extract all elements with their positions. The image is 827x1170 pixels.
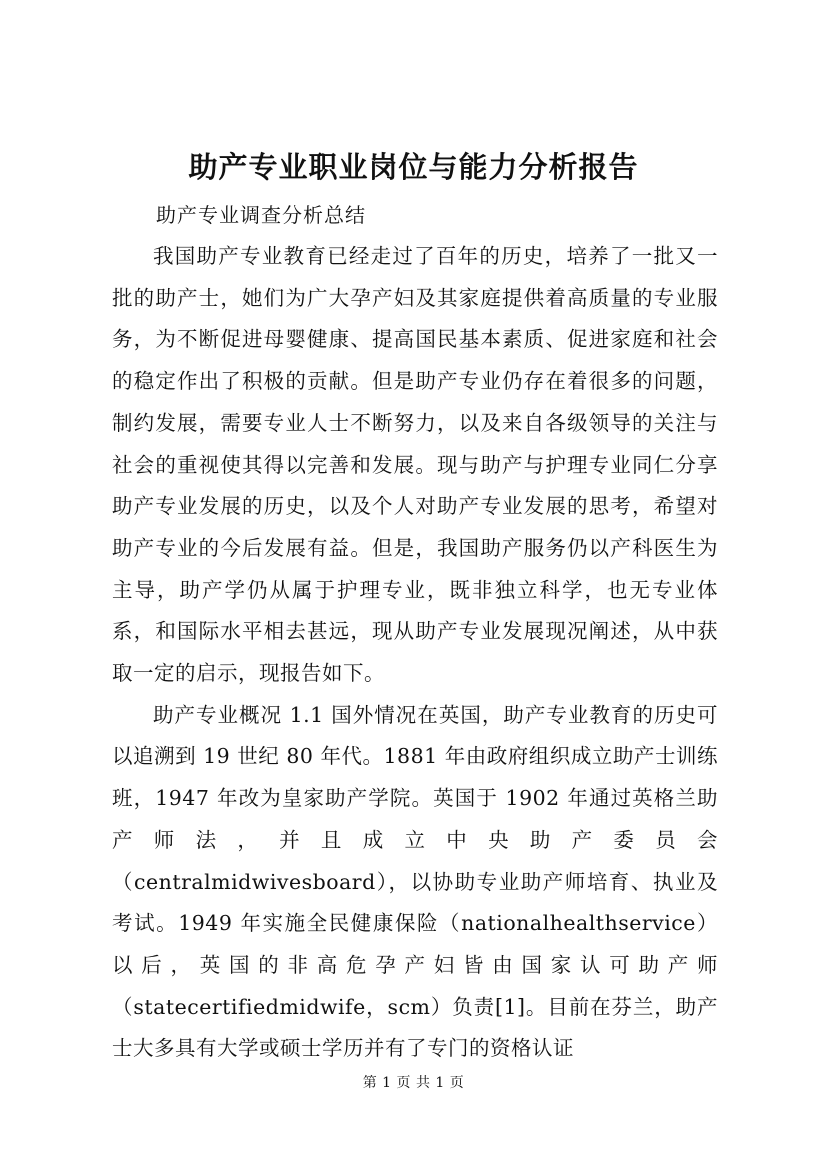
body-paragraph: 我国助产专业教育已经走过了百年的历史，培养了一批又一批的助产士，她们为广大孕产妇及其家庭提供着高质量的专业服务，为不断促进母婴健康、提高国民基本素质、促进家庭和社会的稳定作出了积极的贡献。但是助产专业仍存在着很多的问题，制约发展，需要专业人士不断努力，以及来自各级领导的关注与社会的重视使其得以完善和发展。现与助产与护理专业同仁分享助产专业发展的历史，以及个人对助产专业发展的思考，希望对助产专业的今后发展有益。但是，我国助产服务仍以产科医生为主导，助产学仍从属于护理专业，既非独立科学，也无专业体系，和国际水平相去甚远，现从助产专业发展现况阐述，从中获取一定的启示，现报告如下。	[112, 244, 718, 686]
document-subtitle: 助产专业调查分析总结	[156, 203, 366, 227]
document-title: 助产专业职业岗位与能力分析报告	[188, 150, 639, 184]
body-paragraph: 助产专业概况 1.1 国外情况在英国，助产专业教育的历史可以追溯到 19 世纪 80 年代。1881 年由政府组织成立助产士训练班，1947 年改为皇家助产学院。英国于 1902 年通过英格兰助产师法，并且成立中央助产委员会（centralmidwivesboard），以协助专业助产师培育、执业及考试。1949 年实施全民健康保险（nationalhealthservice）以后，英国的非高危孕产妇皆由国家认可助产师（statecertifiedmidwife，scm）负责[1]。目前在芬兰，助产士大多具有大学或硕士学历并有了专门的资格认证	[112, 702, 718, 1061]
document-body	[112, 236, 718, 1070]
page-footer: 第 1 页 共 1 页	[362, 1075, 465, 1091]
